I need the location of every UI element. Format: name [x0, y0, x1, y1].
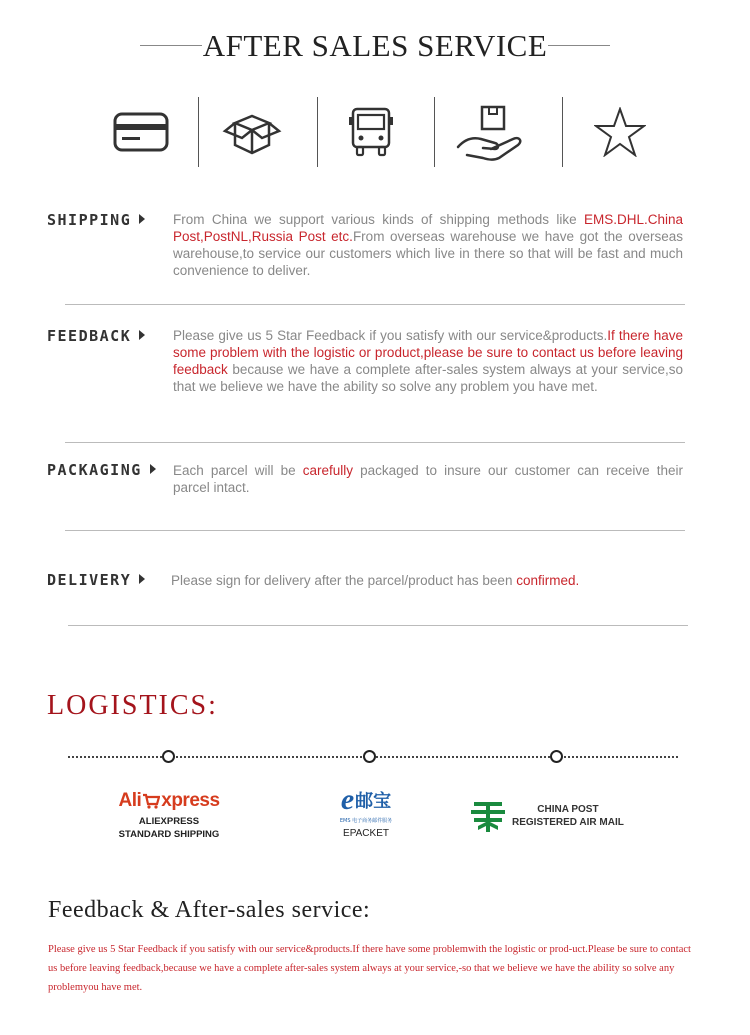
package-in-hand-icon — [452, 100, 532, 164]
timeline-node — [550, 750, 563, 763]
icon-divider — [434, 97, 435, 167]
text-segment: From overseas warehouse we have got the overseas warehouse,to service our customers which live in there so that will be fast and much convenience to deliver. — [173, 229, 683, 278]
epacket-caption: EPACKET — [343, 828, 389, 839]
epacket-chinese-mark: 邮宝 — [355, 791, 392, 812]
caret-right-icon — [139, 574, 145, 584]
aliexpress-logo — [104, 790, 234, 841]
epacket-small-text: EMS 电子商务邮件服务 — [339, 818, 393, 824]
aliexpress-caption-2: STANDARD SHIPPING — [118, 829, 220, 840]
text-segment-highlight: If there have some problem with the logistic or product,please be sure to contact us before leaving feedback — [173, 328, 683, 377]
icon-divider — [317, 97, 318, 167]
section-label-text: SHIPPING — [47, 211, 132, 229]
china-post-caption-2: REGISTERED AIR MAIL — [512, 817, 624, 828]
section-label-shipping — [47, 211, 145, 229]
text-segment-highlight: EMS.DHL.China Post,PostNL,Russia Post etc. — [173, 212, 683, 244]
section-divider — [65, 442, 685, 443]
shopping-cart-icon — [142, 792, 160, 810]
epacket-logo — [318, 783, 414, 840]
text-segment-highlight: carefully — [302, 463, 353, 478]
box-icon — [216, 100, 288, 164]
text-segment: Please sign for delivery after the parcel/product has been — [171, 573, 517, 588]
china-post-emblem-icon — [470, 798, 506, 834]
text-segment: because we have a complete after-sales system always at your service,so that we believe we have the ability so solve any problem you have met. — [173, 362, 683, 394]
text-segment: packaged to insure our customer can receive their parcel intact. — [173, 463, 683, 495]
timeline-node — [363, 750, 376, 763]
section-label-packaging — [47, 461, 156, 479]
text-segment: Each parcel will be — [173, 463, 303, 478]
section-divider — [65, 304, 685, 305]
section-text-shipping — [173, 211, 683, 279]
icon-divider — [198, 97, 199, 167]
section-divider — [65, 530, 685, 531]
epacket-e-glyph: e — [340, 783, 355, 816]
section-text-feedback — [173, 327, 683, 395]
text-segment: From China we support various kinds of shipping methods like — [173, 212, 584, 227]
title-rule-right — [548, 45, 610, 46]
caret-right-icon — [150, 464, 156, 474]
star-icon — [582, 100, 658, 164]
section-label-text: DELIVERY — [47, 571, 132, 589]
feedback-heading: Feedback & After-sales service: — [48, 897, 371, 923]
section-label-text: PACKAGING — [47, 461, 142, 479]
aliexpress-word-xpress: xpress — [161, 790, 220, 811]
logistics-heading: LOGISTICS: — [47, 690, 218, 721]
section-label-delivery — [47, 571, 145, 589]
section-divider — [68, 625, 688, 626]
caret-right-icon — [139, 330, 145, 340]
section-label-text: FEEDBACK — [47, 327, 132, 345]
feedback-paragraph: Please give us 5 Star Feedback if you satisfy with our service&products.If there have some problemwith the logistic or prod-uct.Please be sure to contact us before leaving feedback,because we have a complete after-sales system always at your service,-so that we believe we have the ability so solve any problemyou have met. — [48, 944, 691, 993]
truck-icon — [335, 100, 407, 164]
section-label-feedback — [47, 327, 145, 345]
credit-card-icon — [105, 100, 177, 164]
page-title: AFTER SALES SERVICE — [202, 28, 548, 63]
china-post-caption-1: CHINA POST — [537, 804, 599, 815]
text-segment: Please give us 5 Star Feedback if you satisfy with our service&products. — [173, 328, 608, 343]
text-segment-highlight: confirmed. — [516, 573, 580, 588]
icon-divider — [562, 97, 563, 167]
timeline-node — [162, 750, 175, 763]
aliexpress-word-ali: Ali — [118, 790, 142, 811]
caret-right-icon — [139, 214, 145, 224]
aliexpress-caption-1: ALIEXPRESS — [138, 816, 200, 827]
china-post-logo — [470, 798, 630, 834]
section-text-delivery — [171, 572, 681, 589]
section-text-packaging — [173, 462, 683, 496]
